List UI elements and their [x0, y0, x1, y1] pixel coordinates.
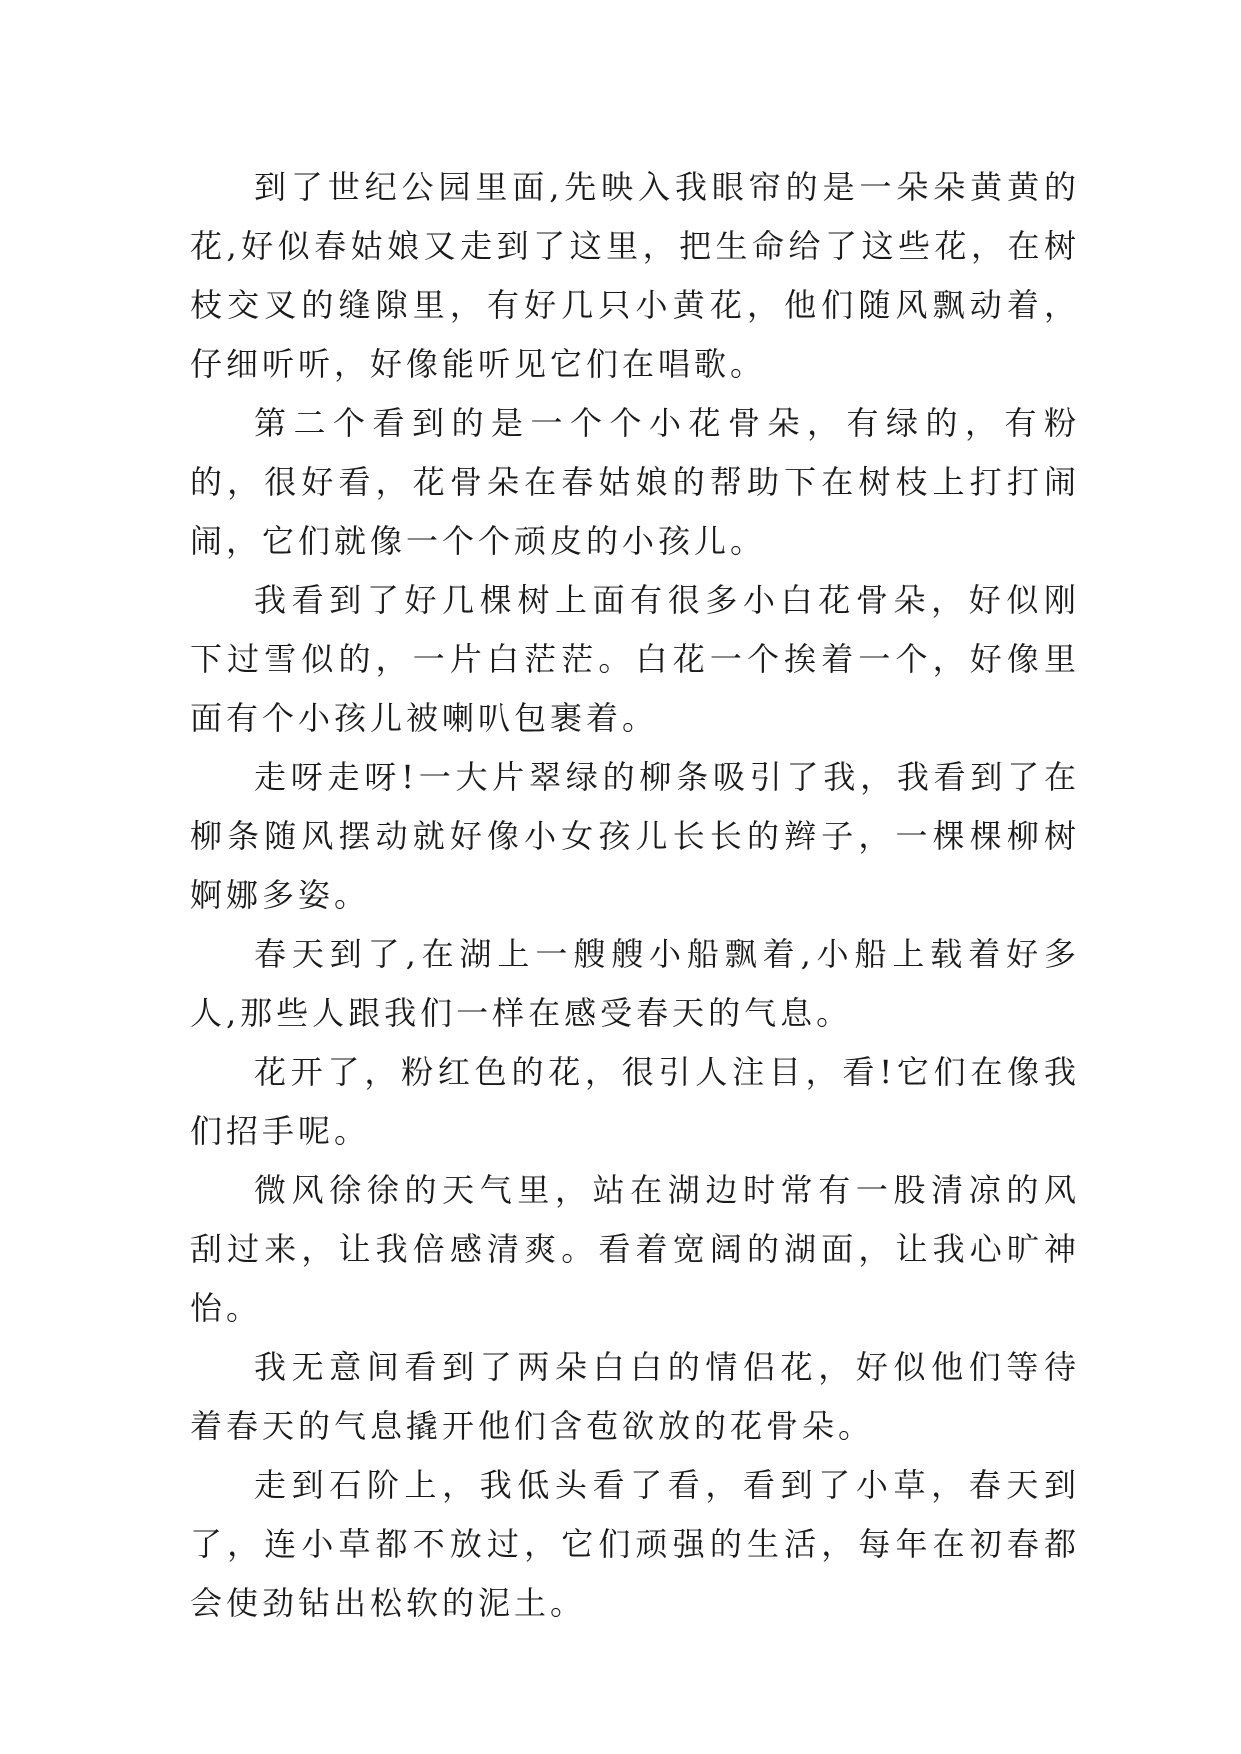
essay-body — [190, 158, 1080, 1633]
paragraph-4: 走呀走呀!一大片翠绿的柳条吸引了我，我看到了在柳条随风摆动就好像小女孩儿长长的辫子，一棵棵柳树婀娜多姿。 — [190, 758, 1080, 914]
paragraph-8: 我无意间看到了两朵白白的情侣花，好似他们等待着春天的气息撬开他们含苞欲放的花骨朵。 — [190, 1348, 1080, 1445]
paragraph-2: 第二个看到的是一个个小花骨朵，有绿的，有粉的，很好看，花骨朵在春姑娘的帮助下在树枝上打打闹闹，它们就像一个个顽皮的小孩儿。 — [190, 404, 1080, 560]
paragraph-1: 到了世纪公园里面,先映入我眼帘的是一朵朵黄黄的花,好似春姑娘又走到了这里，把生命给了这些花，在树枝交叉的缝隙里，有好几只小黄花，他们随风飘动着，仔细听听，好像能听见它们在唱歌。 — [190, 168, 1080, 383]
paragraph-3: 我看到了好几棵树上面有很多小白花骨朵，好似刚下过雪似的，一片白茫茫。白花一个挨着一个，好像里面有个小孩儿被喇叭包裹着。 — [190, 581, 1080, 737]
paragraph-9: 走到石阶上，我低头看了看，看到了小草，春天到了，连小草都不放过，它们顽强的生活，每年在初春都会使劲钻出松软的泥土。 — [190, 1466, 1080, 1622]
paragraph-7: 微风徐徐的天气里，站在湖边时常有一股清凉的风刮过来，让我倍感清爽。看着宽阔的湖面，让我心旷神怡。 — [190, 1171, 1080, 1327]
paragraph-6: 花开了，粉红色的花，很引人注目，看!它们在像我们招手呢。 — [190, 1053, 1080, 1150]
paragraph-5: 春天到了,在湖上一艘艘小船飘着,小船上载着好多人,那些人跟我们一样在感受春天的气息。 — [190, 935, 1080, 1032]
